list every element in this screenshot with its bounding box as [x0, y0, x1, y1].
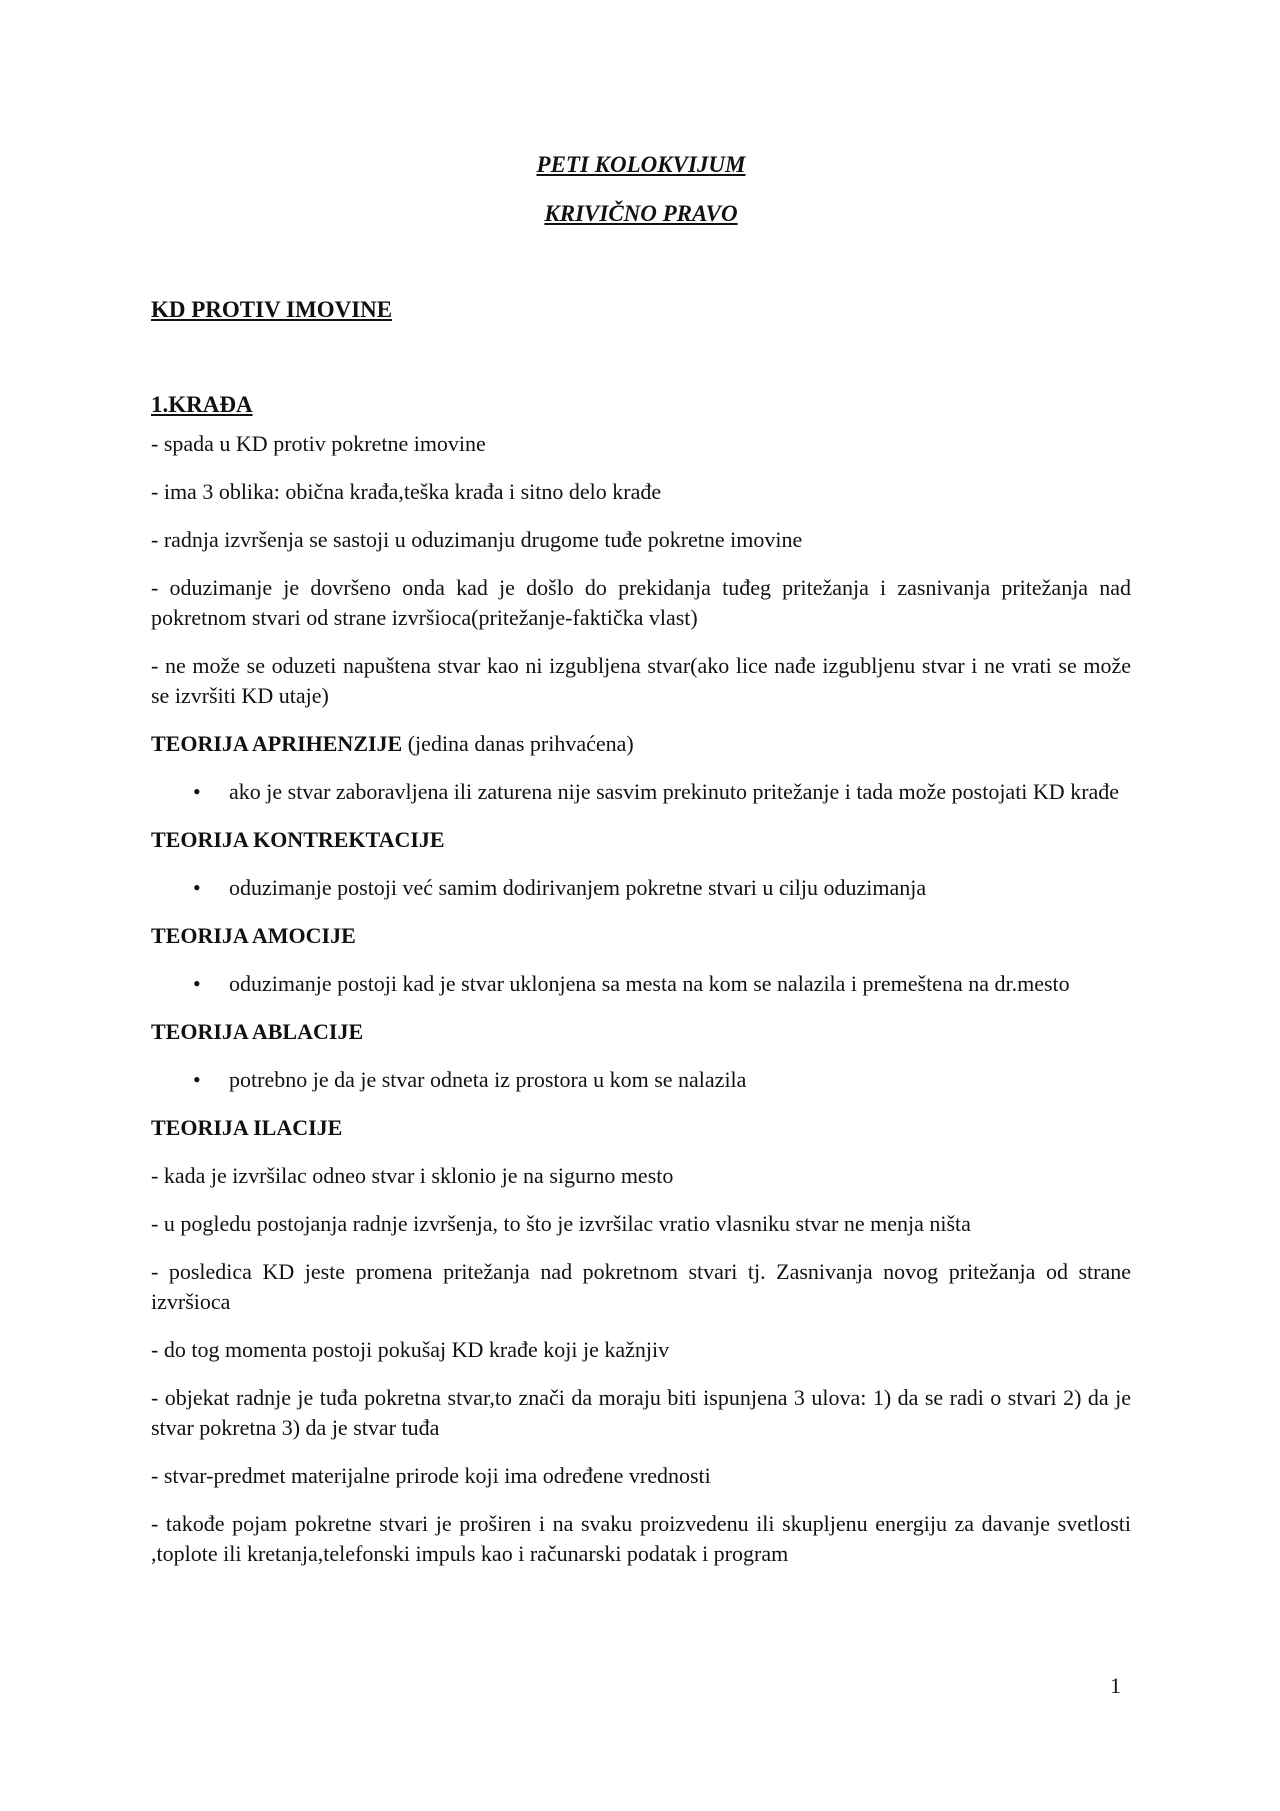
theory-heading: TEORIJA ILACIJE — [151, 1115, 343, 1140]
body-paragraph: - posledica KD jeste promena pritežanja nad pokretnom stvari tj. Zasnivanja novog pritežanja od strane izvršioca — [151, 1259, 1131, 1314]
theory-heading — [151, 825, 1131, 855]
subsection-heading: 1.KRAĐA — [151, 392, 253, 417]
body-paragraph: - objekat radnje je tuđa pokretna stvar,to znači da moraju biti ispunjena 3 ulova: 1) da se radi o stvari 2) da je stvar pokretna 3) da je stvar tuđa — [151, 1385, 1131, 1440]
page-number: 1 — [1110, 1673, 1121, 1698]
bullet-item — [151, 969, 1131, 999]
intro-paragraph: - spada u KD protiv pokretne imovine — [151, 431, 486, 456]
body-paragraph: - u pogledu postojanja radnje izvršenja, to što je izvršilac vratio vlasniku stvar ne menja ništa — [151, 1211, 971, 1236]
document-page — [151, 150, 1131, 1569]
bullet-text: oduzimanje postoji kad je stvar uklonjena sa mesta na kom se nalazila i premeštena na dr.mesto — [229, 971, 1070, 996]
bullet-text: potrebno je da je stvar odneta iz prostora u kom se nalazila — [229, 1067, 747, 1092]
body-paragraph: - stvar-predmet materijalne prirode koji ima određene vrednosti — [151, 1463, 711, 1488]
intro-paragraph: - oduzimanje je dovršeno onda kad je došlo do prekidanja tuđeg pritežanja i zasnivanja pritežanja nad pokretnom stvari od strane izvršioca(pritežanje-faktička vlast) — [151, 575, 1131, 630]
bullet-text: ako je stvar zaboravljena ili zaturena nije sasvim prekinuto pritežanje i tada može postojati KD krađe — [229, 779, 1120, 804]
bullet-item — [151, 1065, 1131, 1095]
bullet-icon: • — [193, 1067, 201, 1092]
intro-paragraph: - radnja izvršenja se sastoji u oduzimanju drugome tuđe pokretne imovine — [151, 527, 803, 552]
body-paragraph: - kada je izvršilac odneo stvar i sklonio je na sigurno mesto — [151, 1163, 674, 1188]
theory-heading-label: TEORIJA AMOCIJE — [151, 923, 356, 948]
theory-note: (jedina danas prihvaćena) — [407, 731, 634, 756]
document-title: PETI KOLOKVIJUM — [536, 152, 746, 177]
bullet-text: oduzimanje postoji već samim dodirivanjem pokretne stvari u cilju oduzimanja — [229, 875, 927, 900]
document-subtitle: KRIVIČNO PRAVO — [544, 201, 738, 226]
theory-heading-label: TEORIJA ABLACIJE — [151, 1019, 364, 1044]
bullet-item — [151, 873, 1131, 903]
intro-paragraph: - ne može se oduzeti napuštena stvar kao ni izgubljena stvar(ako lice nađe izgubljenu stvar i ne vrati se može se izvršiti KD utaje) — [151, 653, 1131, 708]
intro-paragraph: - ima 3 oblika: obična krađa,teška krađa i sitno delo krađe — [151, 479, 662, 504]
theory-heading — [151, 1017, 1131, 1047]
theory-heading — [151, 921, 1131, 951]
section-heading: KD PROTIV IMOVINE — [151, 297, 393, 322]
bullet-item — [151, 777, 1131, 807]
bullet-icon: • — [193, 875, 201, 900]
body-paragraph: - do tog momenta postoji pokušaj KD krađe koji je kažnjiv — [151, 1337, 670, 1362]
theory-heading-label: TEORIJA APRIHENZIJE — [151, 731, 403, 756]
theory-heading-label: TEORIJA KONTREKTACIJE — [151, 827, 445, 852]
body-paragraph: - takođe pojam pokretne stvari je proširen i na svaku proizvedenu ili skupljenu energiju za davanje svetlosti ,toplote ili kretanja,telefonski impuls kao i računarski podatak i program — [151, 1511, 1131, 1566]
bullet-icon: • — [193, 971, 201, 996]
theory-heading — [151, 729, 1131, 759]
bullet-icon: • — [193, 779, 201, 804]
